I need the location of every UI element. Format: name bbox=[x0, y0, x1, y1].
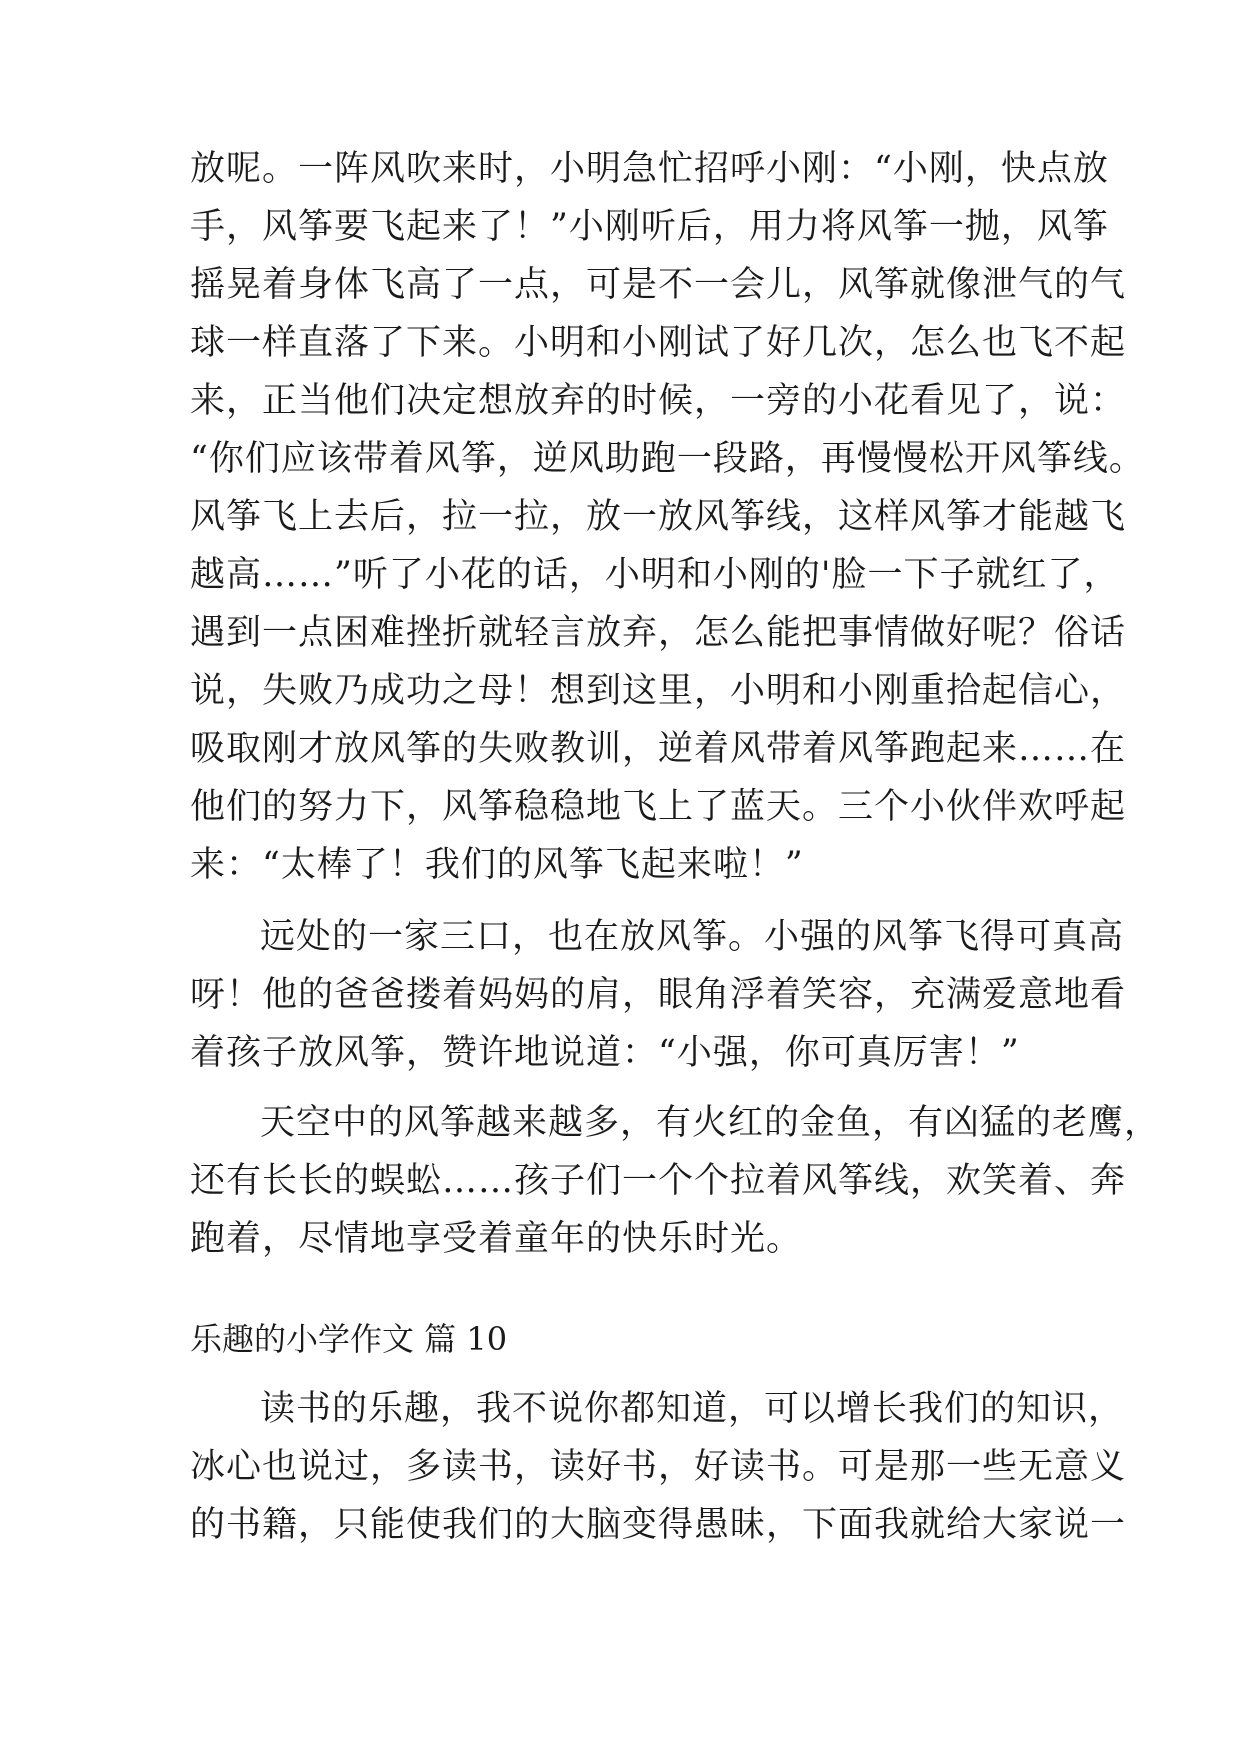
text-line: 遇到一点困难挫折就轻言放弃，怎么能把事情做好呢？俗话 bbox=[190, 613, 1127, 653]
document-page bbox=[190, 0, 1161, 1754]
text-line: 还有长长的蜈蚣……孩子们一个个拉着风筝线，欢笑着、奔 bbox=[190, 1161, 1127, 1201]
text-line: 呀！他的爸爸搂着妈妈的肩，眼角浮着笑容，充满爱意地看 bbox=[190, 975, 1127, 1015]
text-line: 摇晃着身体飞高了一点，可是不一会儿，风筝就像泄气的气 bbox=[190, 265, 1127, 305]
text-line: 来，正当他们决定想放弃的时候，一旁的小花看见了，说： bbox=[190, 381, 1127, 421]
text-line: 的书籍，只能使我们的大脑变得愚昧，下面我就给大家说一 bbox=[190, 1505, 1127, 1545]
text-line: 读书的乐趣，我不说你都知道，可以增长我们的知识， bbox=[260, 1389, 1125, 1429]
text-line: 远处的一家三口，也在放风筝。小强的风筝飞得可真高 bbox=[260, 917, 1125, 957]
text-line: 手，风筝要飞起来了！”小刚听后，用力将风筝一抛，风筝 bbox=[190, 207, 1109, 247]
text-line: 他们的努力下，风筝稳稳地飞上了蓝天。三个小伙伴欢呼起 bbox=[190, 787, 1127, 827]
text-line: 着孩子放风筝，赞许地说道：“小强，你可真厉害！” bbox=[190, 1033, 1020, 1073]
text-line: “你们应该带着风筝，逆风助跑一段路，再慢慢松开风筝线。 bbox=[190, 439, 1145, 479]
section-title: 乐趣的小学作文 篇 10 bbox=[190, 1320, 508, 1358]
text-line: 来：“太棒了！我们的风筝飞起来啦！” bbox=[190, 845, 804, 885]
text-line: 跑着，尽情地享受着童年的快乐时光。 bbox=[190, 1219, 803, 1259]
text-line: 风筝飞上去后，拉一拉，放一放风筝线，这样风筝才能越飞 bbox=[190, 497, 1127, 537]
text-line: 球一样直落了下来。小明和小刚试了好几次，怎么也飞不起 bbox=[190, 323, 1127, 363]
text-line: 越高……”听了小花的话，小明和小刚的'脸一下子就红了， bbox=[190, 555, 1120, 595]
text-line: 放呢。一阵风吹来时，小明急忙招呼小刚：“小刚，快点放 bbox=[190, 149, 1109, 189]
text-line: 说，失败乃成功之母！想到这里，小明和小刚重拾起信心， bbox=[190, 671, 1127, 711]
text-line: 冰心也说过，多读书，读好书，好读书。可是那一些无意义 bbox=[190, 1447, 1127, 1487]
text-line: 吸取刚才放风筝的失败教训，逆着风带着风筝跑起来……在 bbox=[190, 729, 1127, 769]
text-line: 天空中的风筝越来越多，有火红的金鱼，有凶猛的老鹰， bbox=[260, 1103, 1161, 1143]
